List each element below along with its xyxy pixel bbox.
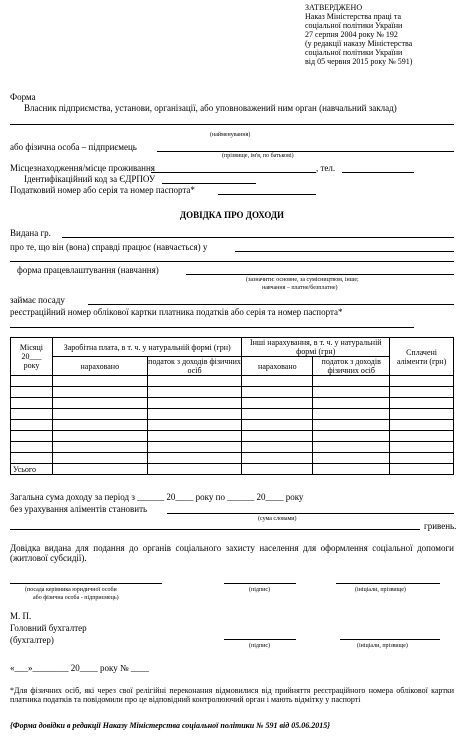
works-label: про те, що він (вона) справді працює (навчається) у bbox=[10, 242, 208, 252]
words-hint: (сума словами) bbox=[258, 516, 297, 522]
phone-label: , тел. bbox=[316, 163, 336, 173]
individual-label: або фізична особа – підприємець bbox=[10, 142, 137, 152]
approval-line: від 05 червня 2015 року № 591) bbox=[305, 57, 413, 66]
tax-label: Податковий номер або серія та номер паспорта* bbox=[10, 185, 195, 195]
owner-name-field[interactable] bbox=[10, 124, 454, 125]
head-initials-field[interactable] bbox=[336, 583, 440, 584]
form-label: Форма bbox=[10, 92, 36, 102]
other-header: Інші нарахування, в т. ч. у натуральній формі (грн) bbox=[242, 338, 390, 357]
tax-header: податок з доходів фізичних осіб bbox=[148, 357, 241, 375]
table-row[interactable] bbox=[11, 431, 454, 442]
accrued-header: нараховано bbox=[242, 357, 313, 376]
head-hint: або фізична особа - підприємець) bbox=[33, 595, 119, 601]
accountant-initials-field[interactable] bbox=[340, 639, 440, 640]
head-signature-field[interactable] bbox=[224, 583, 296, 584]
naming-hint: (найменування) bbox=[210, 132, 251, 138]
signature-hint: (підпис) bbox=[249, 643, 271, 649]
stamp-label: М. П. bbox=[10, 611, 32, 621]
table-row[interactable] bbox=[11, 442, 454, 453]
location-field[interactable] bbox=[151, 172, 316, 173]
approval-block bbox=[305, 3, 412, 66]
employment-field[interactable] bbox=[186, 274, 454, 275]
initials-hint: (ініціали, прізвище) bbox=[357, 643, 408, 649]
table-row[interactable] bbox=[11, 409, 454, 420]
location-label: Місцезнаходження/місце проживання bbox=[10, 163, 155, 173]
accountant-label: (бухгалтер) bbox=[10, 635, 54, 645]
edrpou-label: Ідентифікаційний код за ЄДРПОУ bbox=[24, 174, 156, 184]
table-row[interactable] bbox=[11, 420, 454, 431]
individual-hint: (прізвище, ім'я, по батькові) bbox=[222, 153, 294, 159]
approval-line: (у редакції наказу Міністерства bbox=[305, 39, 413, 48]
head-position-field[interactable] bbox=[10, 583, 162, 584]
amount-field[interactable] bbox=[167, 513, 454, 514]
accrued-header: нараховано bbox=[52, 357, 147, 376]
approval-line: соціальної політики України bbox=[305, 21, 403, 30]
initials-hint: (ініціали, прізвище) bbox=[355, 587, 406, 593]
date-line: «___»________ 20____ року № ____ bbox=[10, 663, 149, 673]
table-row[interactable] bbox=[11, 398, 454, 409]
alimony-header: Сплачені аліменти (грн) bbox=[390, 338, 454, 376]
uah-label: гривень. bbox=[424, 521, 457, 531]
position-label: займає посаду bbox=[10, 295, 65, 305]
period-line: Загальна сума доходу за період з ______ 20____ року по ______ 20____ року bbox=[10, 492, 304, 502]
tax-header: податок з доходів фізичних осіб bbox=[313, 357, 390, 376]
purpose-text: Довідка видана для подання до органів соціального захисту населення для оформлення соціальної допомоги (житлової субсидії). bbox=[10, 543, 454, 563]
alimony-line: без урахування аліментів становить bbox=[10, 504, 148, 514]
table-row[interactable] bbox=[11, 387, 454, 398]
amount-words-field[interactable] bbox=[10, 529, 420, 530]
registration-label: реєстраційний номер облікової картки платника податків або серія та номер паспорта* bbox=[10, 307, 343, 317]
issued-label: Видана гр. bbox=[10, 228, 51, 238]
document-title: ДОВІДКА ПРО ДОХОДИ bbox=[179, 210, 285, 220]
approval-line: ЗАТВЕРДЖЕНО bbox=[305, 3, 363, 12]
works-field[interactable] bbox=[235, 251, 454, 252]
head-hint: (посада керівника юридичної особи bbox=[25, 587, 117, 593]
accountant-signature-field[interactable] bbox=[224, 639, 296, 640]
table-row[interactable] bbox=[11, 453, 454, 464]
issued-field[interactable] bbox=[62, 237, 454, 238]
tax-field[interactable] bbox=[218, 194, 316, 195]
table-row[interactable] bbox=[11, 376, 454, 387]
works-field-continued[interactable] bbox=[10, 261, 454, 262]
footnote-source: {Форма довідки в редакції Наказу Міністерства соціальної політики № 591 від 05.06.2015} bbox=[10, 721, 331, 730]
month-header: Місяці 20___ року bbox=[11, 338, 53, 376]
total-label: Усього bbox=[11, 464, 53, 475]
position-field[interactable] bbox=[88, 304, 454, 305]
approval-line: соціальної політики України bbox=[305, 48, 403, 57]
income-table bbox=[10, 337, 454, 475]
employment-label: форма працевлаштування (навчання) bbox=[17, 265, 159, 275]
employment-hint: (зазначити: основне, за сумісництвом, інше; bbox=[246, 277, 359, 283]
phone-field[interactable] bbox=[342, 172, 414, 173]
edrpou-field[interactable] bbox=[162, 183, 256, 184]
salary-header: Заробітна плата, в т. ч. у натуральній формі (грн) bbox=[52, 338, 242, 357]
accountant-label: Головний бухгалтер bbox=[10, 623, 87, 633]
approval-line: Наказ Міністерства праці та bbox=[305, 12, 401, 21]
employment-hint: навчання – платне/безплатне) bbox=[262, 285, 338, 291]
registration-field[interactable] bbox=[10, 327, 414, 328]
signature-hint: (підпис) bbox=[249, 587, 271, 593]
individual-field[interactable] bbox=[157, 151, 454, 152]
owner-line: Власник підприємства, установи, організації, або уповноважений ним орган (навчальний заклад) bbox=[24, 103, 397, 113]
approval-line: 27 серпня 2004 року № 192 bbox=[305, 30, 398, 39]
total-row[interactable] bbox=[11, 464, 454, 475]
footnote: *Для фізичних осіб, які через свої релігійні переконання відмовилися від прийняття реєстраційного номера облікової картки платника податків та повідомили про це відповідний контролюючий орган і мають відмітку у паспорті bbox=[10, 686, 454, 704]
